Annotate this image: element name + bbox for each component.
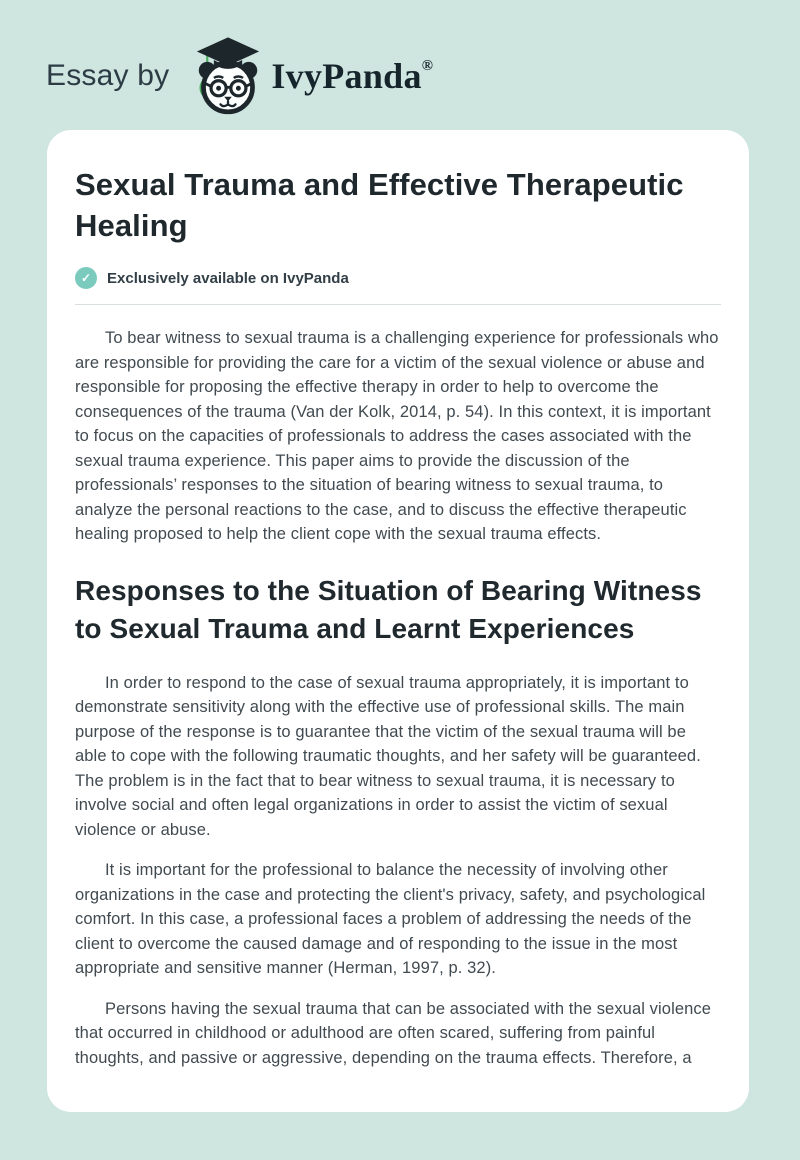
- essay-card: [47, 130, 749, 1112]
- section-heading: Responses to the Situation of Bearing Witness to Sexual Trauma and Learnt Experiences: [75, 574, 702, 644]
- essay-body: [75, 326, 721, 1070]
- page-header: [0, 0, 800, 122]
- section-paragraph: Persons having the sexual trauma that can be associated with the sexual violence that occurred in childhood or adulthood are often scared, suffering from painful thoughts, and passive or aggressive, depending on the trauma effects. Therefore, a: [75, 999, 712, 1067]
- availability-label: Exclusively available on IvyPanda: [107, 269, 349, 287]
- check-icon: ✓: [75, 267, 97, 289]
- essay-title: Sexual Trauma and Effective Therapeutic Healing: [75, 167, 684, 243]
- section-paragraph: It is important for the professional to balance the necessity of involving other organizations in the case and protecting the client's privacy, safety, and psychological comfort. In this case, a professional faces a problem of addressing the needs of the client to overcome the caused damage and of responding to the issue in the most appropriate and sensitive manner (Herman, 1997, p. 32).: [75, 861, 706, 977]
- registered-mark: ®: [421, 58, 434, 74]
- availability-badge: [75, 267, 721, 289]
- section-paragraph: In order to respond to the case of sexual trauma appropriately, it is important to demonstrate sensitivity along with the effective use of professional skills. The main purpose of the response is to guarantee that the victim of the sexual trauma will be able to cope with the following traumatic thoughts, and her safety will be guaranteed. The problem is in the fact that to bear witness to sexual trauma, it is necessary to involve social and often legal organizations in order to assist the victim of sexual violence or abuse.: [75, 673, 701, 839]
- essay-by-label: Essay by: [46, 59, 170, 92]
- brand-name: IvyPanda®: [271, 56, 434, 96]
- divider: [75, 304, 721, 305]
- ivypanda-logo: [195, 36, 433, 116]
- panda-logo-icon: [195, 36, 261, 116]
- intro-paragraph: To bear witness to sexual trauma is a challenging experience for professionals who are responsible for providing the care for a victim of the sexual violence or abuse and responsible for proposing the effective therapy in order to help to overcome the consequences of the trauma (Van der Kolk, 2014, p. 54). In this context, it is important to focus on the capacities of professionals to address the cases associated with the sexual trauma experience. This paper aims to provide the discussion of the professionals’ responses to the situation of bearing witness to sexual trauma, to analyze the personal reactions to the case, and to discuss the effective therapeutic healing proposed to help the client cope with the sexual trauma effects.: [75, 329, 719, 543]
